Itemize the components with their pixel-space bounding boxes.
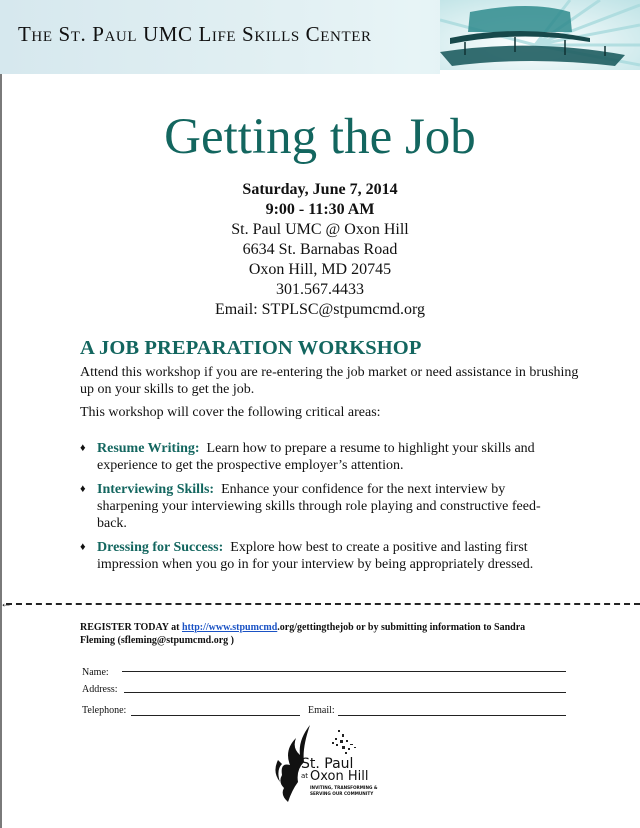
topic-description: Enhance your confidence for the next interview by sharpening your interviewing skills through role playing and constructive feed-back. — [97, 482, 541, 531]
event-email: Email: STPLSC@stpumcmd.org — [214, 301, 425, 318]
svg-text:at: at — [301, 772, 309, 780]
svg-text:Oxon Hill: Oxon Hill — [310, 769, 369, 784]
topic-description: Explore how best to create a positive and lasting first impression when you go in for your interview by being appropriately dressed. — [97, 540, 534, 572]
register-suffix: .org/gettingthejob or by submitting information to Sandra Fleming (sfleming@stpumcmd.org ) — [80, 622, 526, 646]
workshop-coverage-intro: This workshop will cover the following critical areas: — [80, 405, 381, 420]
diamond-bullet-icon: ♦ — [80, 483, 86, 495]
event-details — [0, 180, 640, 320]
svg-text:INVITING, TRANSFORMING &: INVITING, TRANSFORMING & — [310, 785, 378, 790]
cut-arrow-icon: ← — [0, 596, 12, 610]
name-field[interactable] — [122, 671, 566, 672]
flame-dove-logo-icon — [270, 720, 380, 815]
svg-text:SERVING OUR COMMUNITY: SERVING OUR COMMUNITY — [310, 791, 374, 796]
registration-instructions — [80, 621, 560, 647]
telephone-field[interactable] — [131, 715, 300, 716]
event-venue: St. Paul UMC @ Oxon Hill — [231, 221, 409, 238]
email-label: Email: — [308, 705, 335, 716]
org-title: The St. Paul UMC Life Skills Center — [18, 22, 372, 46]
diamond-bullet-icon: ♦ — [80, 541, 86, 553]
topic-description: Learn how to prepare a resume to highlight your skills and experience to get the prospective employer’s attention. — [97, 441, 535, 473]
building-dome-icon — [440, 0, 640, 74]
topic-term: Dressing for Success: — [97, 540, 224, 555]
event-phone: 301.567.4433 — [276, 281, 364, 298]
topic-term: Interviewing Skills: — [97, 482, 215, 497]
workshop-heading: A JOB PREPARATION WORKSHOP — [80, 337, 422, 359]
telephone-label: Telephone: — [82, 705, 127, 716]
event-date: Saturday, June 7, 2014 — [242, 181, 398, 198]
address-label: Address: — [82, 684, 118, 695]
topic-resume-writing — [80, 440, 570, 474]
event-time: 9:00 - 11:30 AM — [265, 201, 375, 218]
cut-here-dashed-line — [6, 603, 640, 605]
diamond-bullet-icon: ♦ — [80, 442, 86, 454]
event-street: 6634 St. Barnabas Road — [242, 241, 398, 258]
address-field[interactable] — [124, 692, 566, 693]
registration-link[interactable]: http://www.stpumcmd — [181, 622, 278, 633]
header-banner — [0, 0, 640, 74]
topic-list — [80, 440, 570, 580]
email-field[interactable] — [338, 715, 566, 716]
event-title: Getting the Job — [164, 109, 476, 165]
topic-term: Resume Writing: — [97, 441, 200, 456]
church-logo — [270, 720, 380, 815]
topic-interviewing-skills — [80, 481, 570, 532]
name-label: Name: — [82, 667, 109, 678]
svg-text:St. Paul: St. Paul — [301, 756, 354, 772]
workshop-intro: Attend this workshop if you are re-entering the job market or need assistance in brushing up on your skills to get the job. — [80, 365, 579, 397]
event-city: Oxon Hill, MD 20745 — [248, 261, 392, 278]
topic-dressing-for-success — [80, 539, 570, 573]
register-prefix: REGISTER TODAY at — [80, 622, 182, 633]
